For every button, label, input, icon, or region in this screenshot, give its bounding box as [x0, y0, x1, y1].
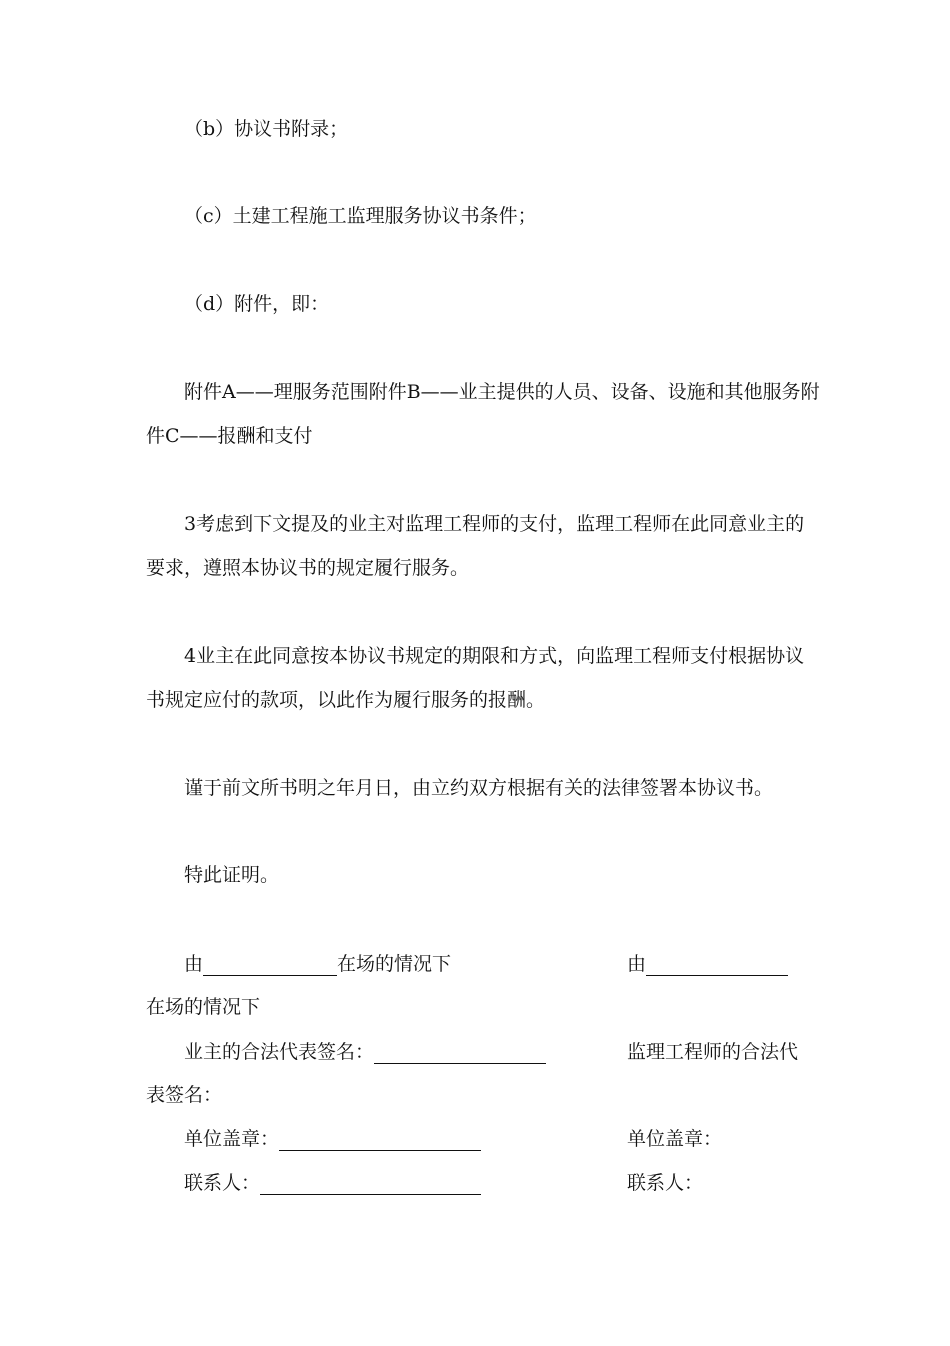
engineer-by-suffix: 在场的情况下: [146, 996, 261, 1018]
item-d: （d）附件，即：: [184, 293, 330, 315]
clause-3-line-2: 要求，遵照本协议书的规定履行服务。: [146, 557, 470, 579]
owner-by-suffix: 在场的情况下: [337, 953, 452, 975]
engineer-rep-label-line-1: 监理工程师的合法代: [627, 1041, 799, 1063]
clause-4-line-1: 4业主在此同意按本协议书规定的期限和方式，向监理工程师支付根据协议: [184, 645, 805, 667]
clause-4-line-2: 书规定应付的款项，以此作为履行服务的报酬。: [146, 689, 546, 711]
witness-clause: 谨于前文所书明之年月日，由立约双方根据有关的法律签署本协议书。: [184, 777, 774, 799]
owner-by-prefix: 由: [184, 953, 204, 975]
engineer-seal-label: 单位盖章：: [627, 1128, 723, 1150]
owner-contact-label: 联系人：: [184, 1172, 261, 1194]
attachments-line-1: 附件A——理服务范围附件B——业主提供的人员、设备、设施和其他服务附: [184, 381, 820, 403]
owner-contact-blank[interactable]: [260, 1176, 481, 1195]
owner-rep-signature-blank[interactable]: [374, 1045, 546, 1064]
owner-seal-label: 单位盖章：: [184, 1128, 280, 1150]
owner-rep-line: [184, 1040, 546, 1064]
owner-presence-line: [184, 952, 451, 976]
owner-rep-label: 业主的合法代表签名：: [184, 1041, 375, 1063]
engineer-rep-label-line-2: 表签名：: [146, 1084, 223, 1106]
clause-3-line-1: 3考虑到下文提及的业主对监理工程师的支付，监理工程师在此同意业主的: [184, 513, 805, 535]
certify-statement: 特此证明。: [184, 864, 280, 886]
item-c: （c）土建工程施工监理服务协议书条件；: [184, 205, 537, 227]
owner-seal-blank[interactable]: [279, 1132, 481, 1151]
owner-contact-line: [184, 1171, 481, 1195]
attachments-line-2: 件C——报酬和支付: [146, 425, 313, 447]
engineer-presence-line: [627, 952, 788, 976]
owner-witness-blank[interactable]: [203, 957, 337, 976]
owner-seal-line: [184, 1127, 481, 1151]
engineer-contact-label: 联系人：: [627, 1172, 704, 1194]
engineer-witness-blank[interactable]: [646, 957, 788, 976]
engineer-by-prefix: 由: [627, 953, 647, 975]
item-b: （b）协议书附录；: [184, 118, 349, 140]
